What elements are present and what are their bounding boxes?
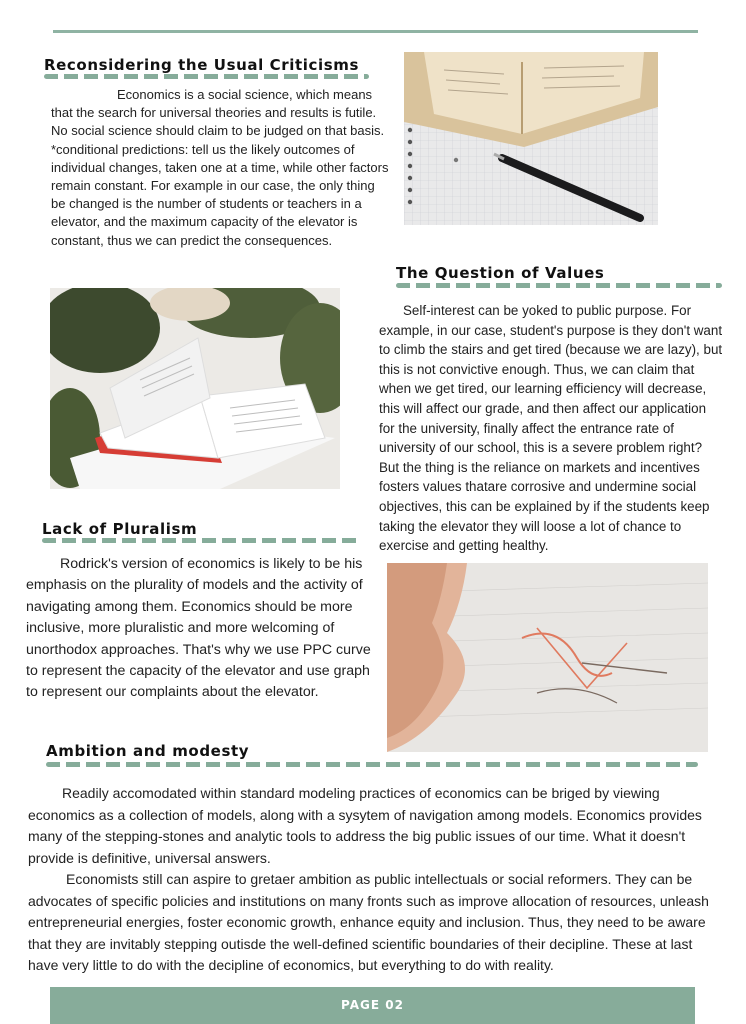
paragraph-ambition-2: Economists still can aspire to gretaer ambition as public intellectuals or social reformers. They can be advocates of specific policies and institutions on many fronts such as improve allocation of resources, unleash entrepreneurial energies, foster economic growth, enhance equity and inclusion. Thus, they need to be aware that they are invitably stepping outisde the well-defined scientific boundaries of their decipline. These at last have very little to do with the decipline of economics, but everything to do with reality. xyxy=(28,871,709,974)
heading-underline xyxy=(42,538,362,543)
hand-graph-photo xyxy=(387,563,708,752)
page-number: PAGE 02 xyxy=(341,998,404,1012)
top-rule xyxy=(53,30,698,33)
notebook-pen-photo xyxy=(404,52,658,225)
heading-pluralism: Lack of Pluralism xyxy=(42,520,198,538)
open-book-photo xyxy=(50,288,340,489)
page-footer xyxy=(50,987,695,1024)
heading-criticisms: Reconsidering the Usual Criticisms xyxy=(44,56,360,74)
paragraph-pluralism: Rodrick's version of economics is likely to be his emphasis on the plurality of models and the activity of navigating among them. Economics should be more inclusive, more pluralistic and more welcoming of unorthodox approaches. That's why we use PPC curve to represent the capacity of the elevator and use graph to represent our complaints about the elevator. xyxy=(26,556,371,701)
paragraph-values: Self-interest can be yoked to public purpose. For example, in our case, student's purpose is they don't want to climb the stairs and get tired (because we are lazy), but this is not convictive enough. Thus, we can claim that when we get tired, our learning efficiency will decrease, this will affect our grade, and then affect our application for the university, finally affect the entrance rate of university of our school, this is a severe problem right? But the thing is the reliance on markets and incentives fosters values thatare corrosive and undermine social objectives, this can be explained by if the students keep taking the elevator they will loose a lot of chance to exercise and getting healthy. xyxy=(379,303,723,554)
heading-underline xyxy=(46,762,698,767)
heading-underline xyxy=(396,283,722,288)
paragraph-ambition-1: Readily accomodated within standard modeling practices of economics can be briged by viewing economics as a collection of models, along with a sysytem of navigation among models. Economics provides many of the stepping-stones and analytic tools to address the big public issues of our time. What it doesn't provide is definitive, universal answers. xyxy=(28,785,702,866)
paragraph-criticisms: Economics is a social science, which means that the search for universal theories and results is futile. No social science should claim to be judged on that basis. *conditional predictions: tell us the likely outcomes of individual changes, taken one at a time, while other factors remain constant. For example in our case, the only thing be changed is the number of students or teachers in a elevator, and the maximum capacity of the elevator is constant, thus we can predict the consequences. xyxy=(51,87,389,248)
heading-ambition: Ambition and modesty xyxy=(46,742,250,760)
heading-underline xyxy=(44,74,369,79)
heading-values: The Question of Values xyxy=(396,264,605,282)
